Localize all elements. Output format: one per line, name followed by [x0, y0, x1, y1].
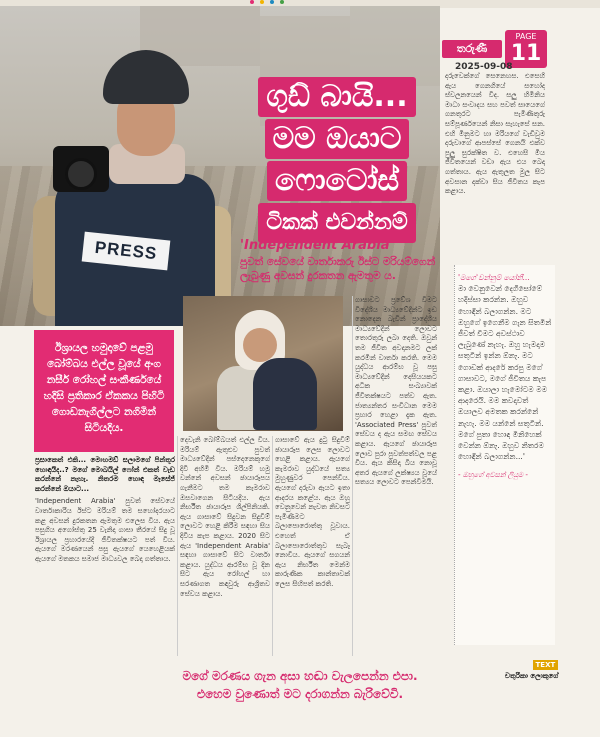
pull-quote-line-2: එහෙම වුණොත් මට දරාගන්න බැරිවේවි. [196, 687, 404, 701]
subheadline-text: පුවත් සේවයේ වාර්තාකරු ඊස්ට මරියම්ගෙන් ලැබුණු අවසන් දුරකතන ඇමතුම ය. [240, 256, 436, 282]
column-divider [272, 436, 273, 656]
pull-quote [0, 667, 600, 703]
letter-intro: 'මගේ වන්නුම් යෝනී... [458, 273, 530, 282]
pull-quote-line-1: මගේ මරණය ගැන අසා හඬා වැලපෙන්න එපා. [182, 669, 418, 683]
article-body-1: 'Independent Arabia' පුවත් සේවයේ වාර්තාකාරිය ඊස්ට මරියම් තම සහෝදරයාට කළ අවසන් දුරකතන ඇමතුම එලෙස විය. ඇය පසුගිය අගෝස්තු 25 වැනිදා ගාසා තීරයේ සිදු වූ ඊශ්‍රායල ප්‍රහාරයේදී ජීවිතක්ෂයට පත් විය. ඇයගේ මරණයෙන් පසු ඇයගේ යෙහෙළියක් ඇයගේ මතකය සමාජ මාධ්‍යවල බෙදා ගත්තාය. [35, 497, 175, 563]
letter-text [458, 272, 554, 482]
color-dots [250, 0, 284, 4]
journalist-figure [25, 46, 215, 326]
dot-pink [250, 0, 254, 4]
subheadline-title: 'Independent Arabia' [240, 238, 394, 253]
face-figure [243, 328, 277, 362]
issue-date: 2025-09-08 [455, 62, 513, 72]
headline-line-4: ටිකක් එවන්නම් [258, 203, 415, 243]
article-column-1 [35, 456, 175, 661]
letter-closing: - ඔහුගේ අවසන් ලියුම - [458, 471, 528, 480]
brand-logo: තරුණී [442, 40, 502, 58]
article-lead: ප්‍රසාකෙත් එකි... මොහමඩ් සලාමගේ පින්තූර හොඳයිද..? මගේ මොබයිල් ෆෝන් එකත් වැඩ කරන්නේ නැහැ. නිතරම හොඳ මැසේජ් කරන්නේ ඔයාට... [35, 456, 175, 493]
page-label: PAGE [515, 32, 537, 41]
page-number: 11 [510, 41, 542, 66]
subheadline [240, 238, 440, 283]
headline-line-2: මම ඔයාට [265, 119, 410, 159]
jacket-figure [253, 358, 317, 430]
article-body-5: දරුවෙක්ගේ සෙනෙහස. එසෙහි ඇය ගෙනගියේ සහෝද ස්වලනයෙන් විද. සලු හිමිනිය මාධා සංවාදය සහ පවත් සායෙගේ ගනතුරට පැමිණිතුරු සම්පූර්ණයෙන් නිසා සැහැසේ සන. එහි මිනුමට හා මරියගේ වැඩිවුම දරුවාගේ ආපස්සේ ගෙනයි එක්ව පුලු සුරක්ෂිත ව. එහෙසි මිය ජීවිතයෙන් වඩා ඇය එය බෙදා ගත්තාය. ඇය ඇතුලත මුල සිට අවසාන දක්වා සිය ජීවිතය කැප කළාය. [445, 72, 545, 196]
article-body-2: දෙවැනි බෝම්බයත් එල්ල විය. මරියම් ඇතුළුව පුවත් මාධ්‍යවේදීන් පස්දෙනෙකුගේ දිවි අහිමි විය. මරියම් හමු වන්නේ අවසන් ඡායාරූපය ගැනීමට තම කැමරාව ඔසවාගෙන සිටියදීය. ඇය නිර්භීත ඡායාරූප ශිල්පිනියකි. ඇය ගාසාවේ සිදුවන සිදුවීම් ලොවට හෙළි කිරීම සඳහා සිය දිවිය කැප කළාය. 2020 සිට ඇය 'Independent Arabia' සඳහා ගාසාවේ සිට වාර්තා කළාය. යුද්ධය ආරම්භ වූ දින සිට ඇය රෝහල් හා සරණාගත කඳවුරු ආශ්‍රිතව සේවය කළාය. [180, 436, 270, 598]
dot-yellow [260, 0, 264, 4]
highlight-box: ඊශ්‍රායල හමුදාවේ පළමු බෝම්බය එල්ල වූයේ අංග නසීර් රෝහල් සංකීර්ණයේ හදිසි ප්‍රතිකාර ඒකකය පිහිටි ගොඩනැගිල්ලට නගිමින් සිටියදිය. [34, 330, 174, 452]
headline-line-3: ෆොටෝස් [267, 161, 407, 201]
camera-lens [65, 158, 97, 190]
press-label: PRESS [82, 232, 171, 271]
dot-blue [270, 0, 274, 4]
column-divider [177, 436, 178, 656]
article-body-3: ගාසාවේ ඇය දුටු සිදුවීම් ඡායාරූප ලෙස ලොවට හෙළි කළාය. ඇයගේ කැමරාව යුද්ධයේ සත්‍ය මුහුණුවර පෙන්වීය. ඇයගේ දරුවා ඇයට ඉතා ආදරය කළේය. ඇය ඔහු වෙනුවෙන් නැවත නිවසට පැමිණීමට බලාපොරොත්තු වූවාය. එහෙත් ඒ බලාපොරොත්තුව සැබෑ නොවීය. ඇයගේ සගයන් ඇය නිර්භීත මෙන්ම කාරුණික කාන්තාවක් ලෙස සිහිපත් කරති. [275, 436, 350, 588]
column-divider [352, 296, 353, 656]
ruin-block [350, 6, 440, 86]
article-column-2 [180, 436, 270, 656]
article-column-5 [445, 72, 545, 262]
author-name: චතුරිකා ලොකුගේ [505, 672, 559, 680]
letter-body: මා වෙනුවෙන් දෙගිසෝමේ හදිස්සා කරන්න. ඔහුව හොඳින් බලාගන්න. මට ඔහුගේ ඉගෙනීම ගැන සිතමින් ජීවත් වීමට අවස්ථාව ලැබුණේ නැහැ. ඔහු හැමදාම සතුටින් ඉන්න ඕනෑ. මට ගොඩක් ආදරේ කරපු මගේ ගාසාවට, මගේ ජීවිතය කැප කළා. ඔයාලා හැමෝටම මම ආදරෙයි. මම කවදාවත් ඔයාලව අමතක කරන්නේ නැහැ. මම යන්නේ සතුටින්. මගේ පුතා හොඳ මිනිහෙක් වෙන්න ඕනෑ. ඔහුව නිතරම හොඳින් බලාගන්න...' [458, 284, 552, 462]
article-column-3 [275, 436, 350, 656]
text-tag: TEXT [533, 660, 559, 670]
article-column-4 [355, 296, 437, 656]
headline-line-1: ගුඩ් බායි... [258, 77, 415, 117]
mother-child-photo [183, 296, 343, 431]
headline [232, 75, 442, 245]
article-body-4: ගාසාවට ප්‍රවේශ වීමට විදේශීය මාධ්‍යවේදීන්ට ඉඩ නොදෙන බැවින් ප්‍රාදේශීය මාධ්‍යවේදීන් ලොවට තොරතුරු ලබා දෙති. ඔවුන් තම ජීවිත අවදානමට ලක් කරමින් වාර්තා කරති. මෙම යුද්ධය ආරම්භ වූ පසු මාධ්‍යවේදීන් දෙසියයකට අධික සංඛ්‍යාවක් ජීවිතක්ෂයට පත්ව ඇත. ජාත්‍යන්තර සංවිධාන මෙම ප්‍රහාර හෙළා දැක ඇත. 'Associated Press' පුවත් සේවය ද ඇය සමඟ සේවය කළාය. ඇයගේ ඡායාරූප ලොව පුරා පුවත්පත්වල පළ විය. ඇය කිසිදා බිය නොවූ අතර ඇයගේ ලක්ෂ්‍යය වූයේ සත්‍යය ලොවට පෙන්වීමයි. [355, 296, 437, 487]
helmet-icon [103, 50, 189, 104]
dot-green [280, 0, 284, 4]
